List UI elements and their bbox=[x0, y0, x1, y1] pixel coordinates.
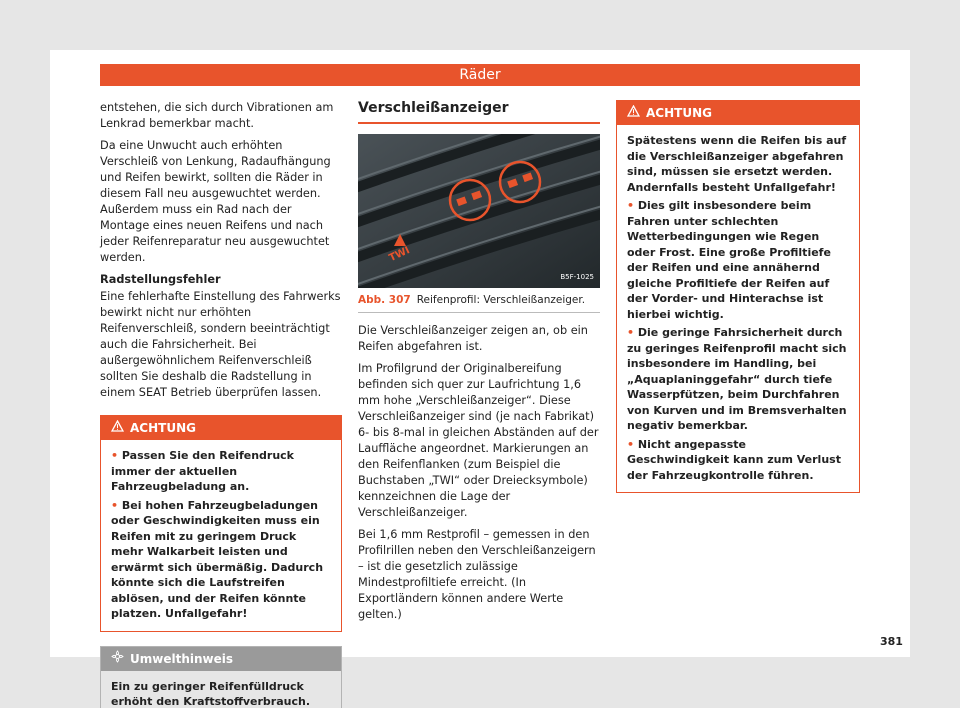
warning-triangle-icon bbox=[111, 416, 124, 440]
column-middle bbox=[358, 100, 600, 629]
warning-body bbox=[101, 440, 341, 631]
bullet-icon: • bbox=[627, 437, 638, 451]
figure-twi-label: TWI bbox=[387, 245, 412, 265]
environment-text: Ein zu geringer Reifenfülldruck erhöht den Kraftstoffverbrauch. bbox=[111, 679, 311, 708]
caption-text: Reifenprofil: Verschleißanzeiger. bbox=[416, 294, 586, 306]
warning-box bbox=[616, 100, 860, 493]
paragraph: Eine fehlerhafte Einstellung des Fahrwerks bewirkt nicht nur erhöhten Reifenverschleiß, sondern beeinträchtigt auch die Fahrsicherheit. Bei außergewöhnlichem Reifenverschleiß sollten Sie deshalb die Radstellung in einem SEAT Betrieb überprüfen lassen. bbox=[100, 290, 341, 399]
figure-code: B5F-1025 bbox=[560, 273, 594, 281]
environment-box bbox=[100, 646, 342, 708]
bullet-icon: • bbox=[111, 498, 122, 512]
paragraph: Bei 1,6 mm Restprofil – gemessen in den Profilrillen neben den Verschleißanzeigern – ist die gesetzlich zulässige Mindestprofiltiefe erreicht. (In Exportländern können andere Werte gelten.) bbox=[358, 528, 596, 621]
paragraph: Die Verschleißanzeiger zeigen an, ob ein Reifen abgefahren ist. bbox=[358, 324, 588, 353]
bullet-icon: • bbox=[627, 326, 638, 339]
warning-bullet: • Nicht angepasste Geschwindigkeit kann zum Verlust der Fahrzeugkontrolle führen. bbox=[627, 437, 841, 482]
warning-body bbox=[617, 125, 859, 492]
warning-bullet: • Die geringe Fahrsicherheit durch zu geringes Reifenprofil macht sich insbesondere im Handling, bei „Aquaplaninggefahr“ durch tiefe Wasserpfützen, beim Durchfahren von Kurven und im Bremsverhalten negativ bemerkbar. bbox=[627, 326, 847, 432]
warning-title: ACHTUNG bbox=[646, 106, 712, 120]
section-title: Verschleißanzeiger bbox=[358, 100, 600, 124]
warning-box bbox=[100, 415, 342, 632]
paragraph: Im Profilgrund der Originalbereifung befinden sich quer zur Laufrichtung 1,6 mm hohe „Verschleißanzeiger“. Diese Verschleißanzeiger sind (je nach Fabrikat) 6- bis 8-mal in gleichen Abständen auf der Lauffläche angeordnet. Markierungen an den Reifenflanken (zum Beispiel die Buchstaben „TWI“ oder Dreiecksymbole) kennzeichnen die Lage der Verschleißanzeiger. bbox=[358, 362, 599, 519]
warning-header bbox=[101, 416, 341, 440]
figure-caption bbox=[358, 292, 600, 313]
bullet-icon: • bbox=[627, 199, 638, 212]
chapter-header: Räder bbox=[100, 64, 860, 86]
paragraph: entstehen, die sich durch Vibrationen am Lenkrad bemerkbar macht. bbox=[100, 101, 334, 130]
column-left bbox=[100, 100, 342, 708]
warning-intro: Spätestens wenn die Reifen bis auf die Verschleißanzeiger abgefahren sind, müssen sie ersetzt werden. Andernfalls besteht Unfallgefahr! bbox=[627, 134, 847, 194]
paragraph: Da eine Unwucht auch erhöhten Verschleiß von Lenkung, Radaufhängung und Reifen bewirkt, sollten die Räder in diesem Fall neu ausgewuchtet werden. Außerdem muss ein Rad nach der Montage eines neuen Reifens und nach jeder Reifenreparatur neu ausgewuchtet werden. bbox=[100, 139, 331, 264]
warning-bullet: • Passen Sie den Reifendruck immer der aktuellen Fahrzeugbeladung an. bbox=[111, 449, 295, 493]
warning-bullet: • Bei hohen Fahrzeugbeladungen oder Geschwindigkeiten muss ein Reifen mit zu geringem Druck mehr Walkarbeit leisten und erwärmt sich übermäßig. Dadurch könnte sich die Laufstreifen ablösen, und der Reifen könnte platzen. Unfallgefahr! bbox=[111, 498, 324, 620]
warning-title: ACHTUNG bbox=[130, 421, 196, 435]
caption-number: Abb. 307 bbox=[358, 294, 411, 306]
page-number: 381 bbox=[880, 635, 903, 648]
warning-triangle-icon bbox=[627, 101, 640, 125]
column-right bbox=[616, 100, 860, 493]
bullet-icon: • bbox=[111, 449, 122, 462]
leaf-icon bbox=[111, 647, 124, 671]
subheading-radstellung: Radstellungsfehler bbox=[100, 273, 221, 286]
warning-header bbox=[617, 101, 859, 125]
tire-tread-figure bbox=[358, 134, 600, 288]
environment-header bbox=[101, 647, 341, 671]
environment-title: Umwelthinweis bbox=[130, 651, 234, 666]
warning-bullet: • Dies gilt insbesondere beim Fahren unter schlechten Wetterbedingungen wie Regen oder Frost. Eine große Profiltiefe der Reifen und eine annähernd gleiche Profiltiefe der Reifen auf der Vorder- und Hinterachse ist hierbei wichtig. bbox=[627, 199, 831, 321]
